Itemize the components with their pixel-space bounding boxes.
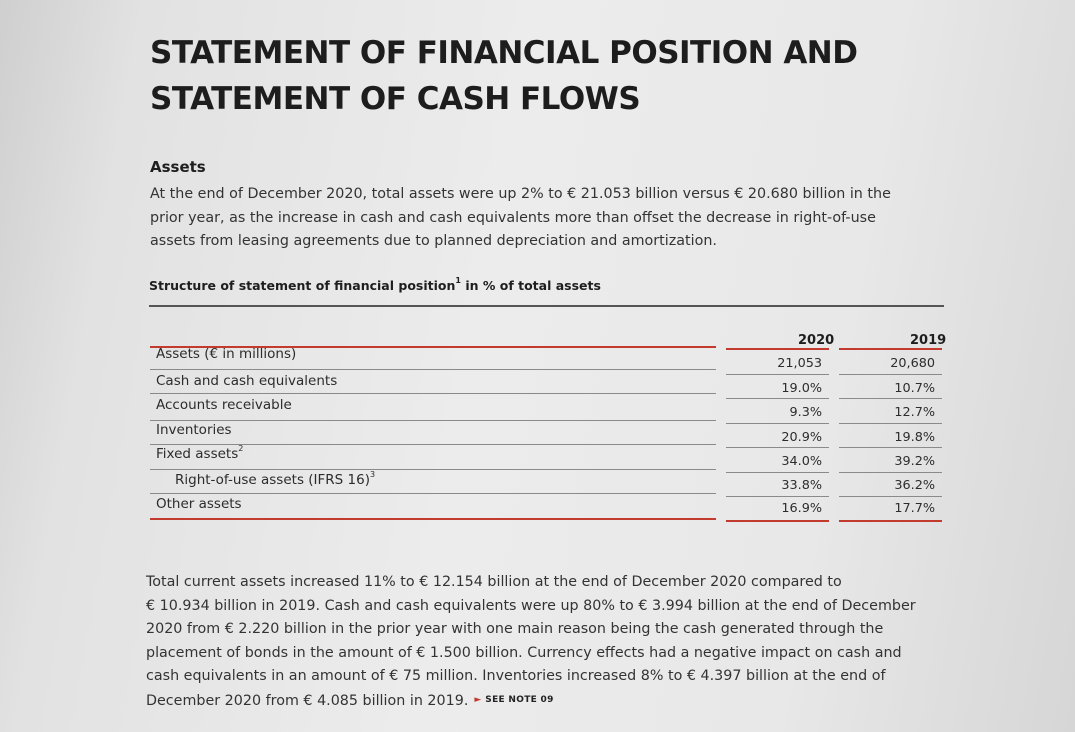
current-assets-line: placement of bonds in the amount of € 1.500 billion. Currency effects had a negative impact on cash and xyxy=(146,644,902,661)
assets-paragraph xyxy=(150,183,950,254)
cell-2020: 19.0% xyxy=(781,381,822,396)
row-divider xyxy=(839,374,942,375)
row-divider xyxy=(726,374,829,375)
row-divider xyxy=(839,398,942,399)
row-divider xyxy=(150,444,716,445)
row-label xyxy=(175,472,375,488)
table-bottom-rule-2020 xyxy=(726,520,829,522)
see-note-link[interactable]: SEE NOTE 09 xyxy=(485,694,554,705)
cell-2020: 20.9% xyxy=(781,430,822,445)
row-label: Accounts receivable xyxy=(156,397,292,413)
row-divider xyxy=(726,447,829,448)
table-top-rule-2020 xyxy=(726,348,829,350)
assets-line: assets from leasing agreements due to planned depreciation and amortization. xyxy=(150,233,717,249)
row-label xyxy=(156,446,243,462)
row-label: Assets (€ in millions) xyxy=(156,346,297,362)
caption-footnote: 1 xyxy=(455,276,461,285)
assets-line: prior year, as the increase in cash and cash equivalents more than offset the decrease in right-of-use xyxy=(150,209,876,226)
cell-2019: 10.7% xyxy=(894,381,935,396)
current-assets-paragraph xyxy=(146,571,946,713)
row-label: Inventories xyxy=(156,422,232,438)
cell-2020: 34.0% xyxy=(781,454,822,469)
current-assets-line-last xyxy=(146,689,946,713)
note-arrow-icon: ► xyxy=(474,694,482,705)
row-divider xyxy=(150,420,716,421)
cell-2019: 17.7% xyxy=(894,501,935,516)
cell-2019: 19.8% xyxy=(894,430,935,445)
table-bottom-rule xyxy=(150,518,716,520)
row-label: Other assets xyxy=(156,496,242,512)
cell-2020: 21,053 xyxy=(777,356,822,371)
row-label-text: Fixed assets xyxy=(156,446,239,462)
row-divider xyxy=(150,369,716,370)
row-divider xyxy=(726,472,829,473)
caption-divider xyxy=(149,305,944,307)
caption-title: Structure of statement of financial position xyxy=(149,278,456,293)
row-divider xyxy=(726,423,829,424)
current-assets-line: Total current assets increased 11% to € 12.154 billion at the end of December 2020 compared to xyxy=(146,574,842,590)
row-divider xyxy=(726,398,829,399)
cell-2019: 36.2% xyxy=(894,478,935,493)
cell-2019: 12.7% xyxy=(894,405,935,420)
row-divider xyxy=(150,393,716,394)
assets-heading: Assets xyxy=(150,158,206,176)
row-divider xyxy=(150,493,716,494)
column-header-2019: 2019 xyxy=(910,333,947,348)
row-footnote: 3 xyxy=(369,470,376,479)
row-divider xyxy=(839,472,942,473)
page-title xyxy=(150,30,858,122)
cell-2019: 39.2% xyxy=(894,454,935,469)
row-divider xyxy=(839,447,942,448)
row-divider xyxy=(839,423,942,424)
row-divider xyxy=(150,469,716,470)
current-assets-line: cash equivalents in an amount of € 75 million. Inventories increased 8% to € 4.397 billion at the end of xyxy=(146,668,886,684)
row-label-text: Right-of-use assets (IFRS 16) xyxy=(175,472,370,488)
row-footnote: 2 xyxy=(238,444,244,453)
row-divider xyxy=(726,496,829,497)
cell-2019: 20,680 xyxy=(890,356,935,371)
caption-unit: in % of total assets xyxy=(460,278,601,293)
table-caption xyxy=(149,278,601,293)
assets-line: At the end of December 2020, total assets were up 2% to € 21.053 billion versus € 20.680 billion in the xyxy=(150,186,891,202)
row-divider xyxy=(839,496,942,497)
current-assets-line: 2020 from € 2.220 billion in the prior year with one main reason being the cash generated through the xyxy=(146,621,884,637)
title-line-1: STATEMENT OF FINANCIAL POSITION AND xyxy=(150,35,858,71)
cell-2020: 9.3% xyxy=(789,405,822,420)
current-assets-line: December 2020 from € 4.085 billion in 2019. xyxy=(146,692,469,709)
table-bottom-rule-2019 xyxy=(839,520,942,522)
title-line-2: STATEMENT OF CASH FLOWS xyxy=(150,81,641,117)
current-assets-line: € 10.934 billion in 2019. Cash and cash equivalents were up 80% to € 3.994 billion at the end of December xyxy=(146,597,916,614)
cell-2020: 16.9% xyxy=(781,501,822,516)
table-top-rule-2019 xyxy=(839,348,942,350)
column-header-2020: 2020 xyxy=(798,333,835,348)
row-label: Cash and cash equivalents xyxy=(156,373,338,389)
cell-2020: 33.8% xyxy=(781,478,822,493)
